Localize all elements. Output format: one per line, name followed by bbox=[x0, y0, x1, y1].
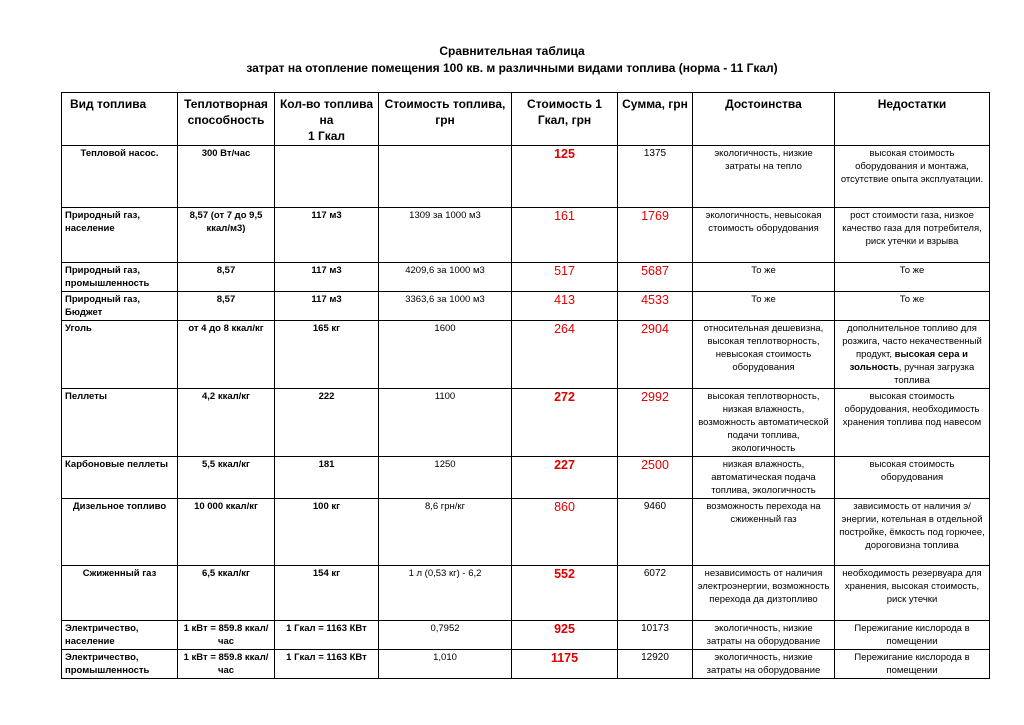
cell-quantity: 117 м3 bbox=[275, 208, 379, 263]
cell-fuel: Уголь bbox=[62, 321, 178, 389]
cell-fuel: Пеллеты bbox=[62, 389, 178, 457]
cell-price: 0,7952 bbox=[379, 621, 512, 650]
cell-price: 1100 bbox=[379, 389, 512, 457]
cell-fuel: Электричество, промышленность bbox=[62, 650, 178, 679]
cell-fuel: Дизельное топливо bbox=[62, 499, 178, 566]
cell-cost: 264 bbox=[512, 321, 618, 389]
cell-cost: 161 bbox=[512, 208, 618, 263]
cell-advantages: экологичность, низкие затраты на тепло bbox=[693, 146, 835, 208]
cell-sum: 10173 bbox=[618, 621, 693, 650]
cell-cost: 925 bbox=[512, 621, 618, 650]
cell-disadvantages bbox=[835, 321, 990, 389]
cell-price: 1600 bbox=[379, 321, 512, 389]
cell-cost: 272 bbox=[512, 389, 618, 457]
cell-fuel: Электричество, население bbox=[62, 621, 178, 650]
cell-price bbox=[379, 146, 512, 208]
cell-capacity: 8,57 bbox=[178, 292, 275, 321]
cell-price: 4209,6 за 1000 м3 bbox=[379, 263, 512, 292]
cell-disadvantages: высокая стоимость оборудования bbox=[835, 457, 990, 499]
cell-disadvantages: То же bbox=[835, 263, 990, 292]
comparison-table bbox=[61, 92, 990, 679]
table-row bbox=[62, 650, 990, 679]
cell-capacity: 10 000 ккал/кг bbox=[178, 499, 275, 566]
table-row bbox=[62, 389, 990, 457]
cell-sum: 4533 bbox=[618, 292, 693, 321]
table-row bbox=[62, 566, 990, 621]
disadvantage-text-b: , ручная загрузка топлива bbox=[894, 362, 975, 386]
cell-sum: 6072 bbox=[618, 566, 693, 621]
cell-price: 8,6 грн/кг bbox=[379, 499, 512, 566]
cell-disadvantages: высокая стоимость оборудования и монтажа, отсутствие опыта эксплуатации. bbox=[835, 146, 990, 208]
cell-sum: 12920 bbox=[618, 650, 693, 679]
table-row bbox=[62, 457, 990, 499]
cell-quantity: 1 Гкал = 1163 КВт bbox=[275, 621, 379, 650]
cell-advantages: экологичность, низкие затраты на оборудование bbox=[693, 650, 835, 679]
header-cost: Стоимость 1 Гкал, грн bbox=[512, 93, 618, 146]
cell-fuel: Тепловой насос. bbox=[62, 146, 178, 208]
cell-capacity: 300 Вт/час bbox=[178, 146, 275, 208]
cell-sum: 2500 bbox=[618, 457, 693, 499]
cell-price: 1250 bbox=[379, 457, 512, 499]
cell-capacity: 1 кВт = 859.8 ккал/час bbox=[178, 650, 275, 679]
header-fuel: Вид топлива bbox=[62, 93, 178, 146]
header-row bbox=[62, 93, 990, 146]
cell-quantity: 1 Гкал = 1163 КВт bbox=[275, 650, 379, 679]
cell-cost: 413 bbox=[512, 292, 618, 321]
header-advantages: Достоинства bbox=[693, 93, 835, 146]
table-subtitle: затрат на отопление помещения 100 кв. м различными видами топлива (норма - 11 Гкал) bbox=[246, 61, 778, 75]
cell-advantages: относительная дешевизна, высокая теплотворность, невысокая стоимость оборудования bbox=[693, 321, 835, 389]
cell-quantity: 117 м3 bbox=[275, 292, 379, 321]
cell-cost: 860 bbox=[512, 499, 618, 566]
cell-fuel: Природный газ, население bbox=[62, 208, 178, 263]
cell-quantity: 100 кг bbox=[275, 499, 379, 566]
header-price: Стоимость топлива, грн bbox=[379, 93, 512, 146]
cell-quantity: 165 кг bbox=[275, 321, 379, 389]
cell-disadvantages: высокая стоимость оборудования, необходимость хранения топлива под навесом bbox=[835, 389, 990, 457]
cell-capacity: 6,5 ккал/кг bbox=[178, 566, 275, 621]
disadvantage-emphasis: высокая сера и зольность bbox=[849, 349, 969, 373]
table-row bbox=[62, 499, 990, 566]
cell-cost: 1175 bbox=[512, 650, 618, 679]
cell-advantages: высокая теплотворность, низкая влажность, возможность автоматической подачи топлива, экологичность bbox=[693, 389, 835, 457]
header-sum: Сумма, грн bbox=[618, 93, 693, 146]
cell-disadvantages: необходимость резервуара для хранения, высокая стоимость, риск утечки bbox=[835, 566, 990, 621]
cell-fuel: Природный газ, промышленность bbox=[62, 263, 178, 292]
cell-capacity: от 4 до 8 ккал/кг bbox=[178, 321, 275, 389]
header-quantity-a: Кол-во топлива на bbox=[279, 97, 374, 127]
cell-quantity: 181 bbox=[275, 457, 379, 499]
disadvantage-text-a: дополнительное топливо для розжига, часто некачественный продукт, bbox=[842, 323, 982, 360]
header-quantity-b: 1 Гкал bbox=[307, 129, 346, 143]
cell-quantity: 117 м3 bbox=[275, 263, 379, 292]
cell-price: 1 л (0,53 кг) - 6,2 bbox=[379, 566, 512, 621]
cell-quantity: 154 кг bbox=[275, 566, 379, 621]
cell-advantages: экологичность, невысокая стоимость оборудования bbox=[693, 208, 835, 263]
table-row bbox=[62, 321, 990, 389]
cell-advantages: То же bbox=[693, 263, 835, 292]
cell-fuel: Сжиженный газ bbox=[62, 566, 178, 621]
cell-disadvantages: Пережигание кислорода в помещении bbox=[835, 621, 990, 650]
cell-quantity bbox=[275, 146, 379, 208]
header-quantity bbox=[275, 93, 379, 146]
cell-disadvantages: рост стоимости газа, низкое качество газа для потребителя, риск утечки и взрыва bbox=[835, 208, 990, 263]
cell-advantages: независимость от наличия электроэнергии, возможность перехода да дизтопливо bbox=[693, 566, 835, 621]
cell-sum: 5687 bbox=[618, 263, 693, 292]
cell-cost: 227 bbox=[512, 457, 618, 499]
cell-sum: 2904 bbox=[618, 321, 693, 389]
header-disadvantages: Недостатки bbox=[835, 93, 990, 146]
cell-sum: 9460 bbox=[618, 499, 693, 566]
cell-disadvantages: То же bbox=[835, 292, 990, 321]
cell-fuel: Карбоновые пеллеты bbox=[62, 457, 178, 499]
cell-capacity: 8,57 (от 7 до 9,5 ккал/м3) bbox=[178, 208, 275, 263]
cell-cost: 552 bbox=[512, 566, 618, 621]
table-row bbox=[62, 263, 990, 292]
cell-sum: 2992 bbox=[618, 389, 693, 457]
table-row bbox=[62, 146, 990, 208]
table-title: Сравнительная таблица bbox=[439, 44, 585, 58]
table-row bbox=[62, 621, 990, 650]
cell-advantages: экологичность, низкие затраты на оборудование bbox=[693, 621, 835, 650]
cell-sum: 1375 bbox=[618, 146, 693, 208]
cell-cost: 517 bbox=[512, 263, 618, 292]
cell-price: 1309 за 1000 м3 bbox=[379, 208, 512, 263]
header-capacity: Теплотворная способность bbox=[178, 93, 275, 146]
cell-disadvantages: зависимость от наличия э/энергии, котельная в отдельной постройке, ёмкость под горючее, дороговизна топлива bbox=[835, 499, 990, 566]
table-row bbox=[62, 292, 990, 321]
table-row bbox=[62, 208, 990, 263]
cell-quantity: 222 bbox=[275, 389, 379, 457]
cell-price: 3363,6 за 1000 м3 bbox=[379, 292, 512, 321]
cell-price: 1,010 bbox=[379, 650, 512, 679]
cell-sum: 1769 bbox=[618, 208, 693, 263]
cell-cost: 125 bbox=[512, 146, 618, 208]
cell-advantages: То же bbox=[693, 292, 835, 321]
cell-capacity: 1 кВт = 859.8 ккал/час bbox=[178, 621, 275, 650]
cell-capacity: 5,5 ккал/кг bbox=[178, 457, 275, 499]
cell-capacity: 8,57 bbox=[178, 263, 275, 292]
cell-advantages: возможность перехода на сжиженный газ bbox=[693, 499, 835, 566]
cell-disadvantages: Пережигание кислорода в помещении bbox=[835, 650, 990, 679]
cell-capacity: 4,2 ккал/кг bbox=[178, 389, 275, 457]
cell-fuel: Природный газ, Бюджет bbox=[62, 292, 178, 321]
cell-advantages: низкая влажность, автоматическая подача топлива, экологичность bbox=[693, 457, 835, 499]
